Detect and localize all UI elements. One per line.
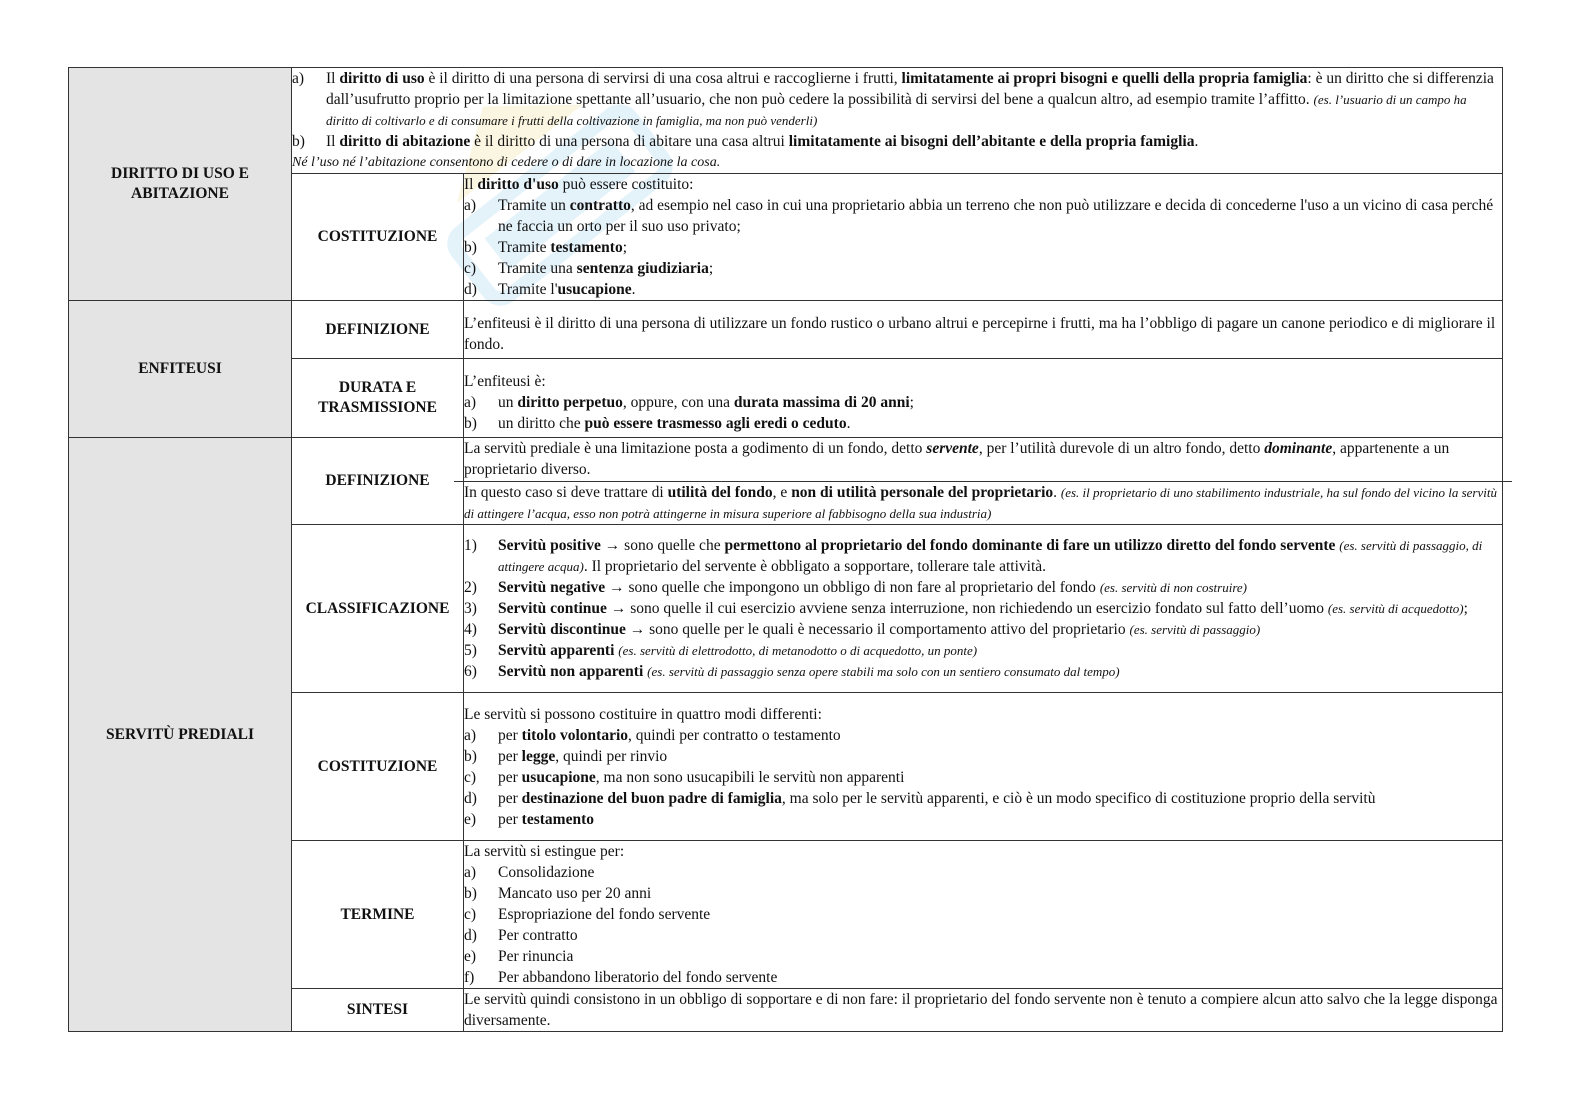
list-item: b) un diritto che può essere trasmesso agli eredi o ceduto. bbox=[464, 414, 851, 432]
enfiteusi-durata-cell: L’enfiteusi è: a) un diritto perpetuo, oppure, con una durata massima di 20 anni; b) un diritto che può essere trasmesso agli eredi o ceduto. bbox=[464, 359, 1503, 438]
list-item: b) Mancato uso per 20 anni bbox=[464, 885, 652, 902]
servitu-costituzione-cell: Le servitù si possono costituire in quattro modi differenti: a) per titolo volontario, quindi per contratto o testamento b) per legge, quindi per rinvio c) per usucapione, ma non sono usucapibili le servitù non apparenti d) per destinazione del buon padre di famiglia, ma solo per le servitù apparenti, e ciò è un modo specifico di costituzione proprio della servitù e) per testamento bbox=[464, 693, 1503, 841]
servitu-definizione-cell: La servitù prediale è una limitazione posta a godimento di un fondo, detto servente, per l’utilità durevole di un altro fondo, detto dominante, appartenente a un proprietario diverso. In questo caso si deve trattare di utilità del fondo, e non di utilità personale del proprietario. (es. il proprietario di uno stabilimento industriale, ha sul fondo del vicino la servitù di attingere l’acqua, esso non potrà attingerne in misura superiore al fabbisogno della sua industria) bbox=[464, 438, 1503, 525]
list-item: 3) Servitù continue → sono quelle il cui esercizio avviene senza interruzione, non richiedendo un esercizio fondato sul fatto dell’uomo (es. servitù di acquedotto); bbox=[464, 600, 1468, 617]
list-item: b) Il diritto di abitazione è il diritto di una persona di abitare una casa altrui limitatamente ai bisogni dell’abitante e della propria famiglia. bbox=[292, 133, 1199, 150]
list-item: 6) Servitù non apparenti (es. servitù di passaggio senza opere stabili ma solo con un sentiero consumato dal tempo) bbox=[464, 663, 1120, 680]
label-definizione-servitu: DEFINIZIONE bbox=[292, 438, 464, 525]
list-item: 2) Servitù negative → sono quelle che impongono un obbligo di non fare al proprietario del fondo (es. servitù di non costruire) bbox=[464, 579, 1248, 596]
section-title-enfiteusi: ENFITEUSI bbox=[69, 301, 292, 438]
label-durata: DURATA E TRASMISSIONE bbox=[292, 359, 464, 438]
list-item: a) per titolo volontario, quindi per contratto o testamento bbox=[464, 726, 841, 744]
list-item: a) Consolidazione bbox=[464, 864, 595, 881]
label-sintesi: SINTESI bbox=[292, 989, 464, 1032]
list-item: 1) Servitù positive → sono quelle che permettono al proprietario del fondo dominante di fare un utilizzo diretto del fondo servente (es. servitù di passaggio, di attingere acqua). Il proprietario del servente è obbligato a sopportare, tollerare tale attività. bbox=[464, 537, 1483, 575]
list-item: f) Per abbandono liberatorio del fondo servente bbox=[464, 969, 778, 986]
list-item: a) Il diritto di uso è il diritto di una persona di servirsi di una cosa altrui e raccoglierne i frutti, limitatamente ai propri bisogni e quelli della propria famiglia: è un diritto che si differenzia dall’usufrutto proprio per la limitazione spettante all’usuario, che non può cedere la possibilità di servirsi del bene a qualcun altro, ad esempio tramite l’affitto. (es. l’usuario di un campo ha diritto di coltivarlo e di consumare i frutti della coltivazione in famiglia, ma non può venderli) bbox=[292, 70, 1494, 128]
section-title-uso: DIRITTO DI USO E ABITAZIONE bbox=[69, 68, 292, 301]
list-item: 5) Servitù apparenti (es. servitù di elettrodotto, di metanodotto o di acquedotto, un ponte) bbox=[464, 642, 978, 659]
enfiteusi-definizione-cell: L’enfiteusi è il diritto di una persona di utilizzare un fondo rustico o urbano altrui e percepirne i frutti, ma ha l’obbligo di pagare un canone periodico e di migliorare il fondo. bbox=[464, 301, 1503, 359]
list-item: e) Per rinuncia bbox=[464, 948, 574, 965]
servitu-termine-cell: La servitù si estingue per: a) Consolidazione b) Mancato uso per 20 anni c) Espropriazione del fondo servente d) Per contratto e) Per rinuncia f) Per abbandono liberatorio del fondo servente bbox=[464, 841, 1503, 989]
list-item: d) per destinazione del buon padre di famiglia, ma solo per le servitù apparenti, e ciò è un modo specifico di costituzione proprio della servitù bbox=[464, 789, 1376, 807]
list-item: d) Tramite l'usucapione. bbox=[464, 281, 636, 298]
list-item: d) Per contratto bbox=[464, 927, 578, 944]
list-item: e) per testamento bbox=[464, 810, 594, 828]
list-item: a) Tramite un contratto, ad esempio nel caso in cui una proprietario abbia un terreno che non può utilizzare e decida di concederne l'uso a un vicino di casa perché ne faccia un orto per il suo uso privato; bbox=[464, 197, 1494, 235]
uso-intro-cell bbox=[292, 68, 1503, 174]
list-item: 4) Servitù discontinue → sono quelle per le quali è necessario il comportamento attivo del proprietario (es. servitù di passaggio) bbox=[464, 621, 1261, 638]
list-item: a) un diritto perpetuo, oppure, con una durata massima di 20 anni; bbox=[464, 393, 914, 411]
servitu-classificazione-cell bbox=[464, 525, 1503, 693]
label-costituzione-uso: COSTITUZIONE bbox=[292, 174, 464, 301]
label-termine: TERMINE bbox=[292, 841, 464, 989]
servitu-definizione-note: In questo caso si deve trattare di utilità del fondo, e non di utilità personale del proprietario. (es. il proprietario di uno stabilimento industriale, ha sul fondo del vicino la servitù di attingere l’acqua, esso non potrà attingerne in misura superiore al fabbisogno della sua industria) bbox=[454, 481, 1512, 524]
label-costituzione-servitu: COSTITUZIONE bbox=[292, 693, 464, 841]
list-item: c) per usucapione, ma non sono usucapibili le servitù non apparenti bbox=[464, 768, 905, 786]
label-classificazione: CLASSIFICAZIONE bbox=[292, 525, 464, 693]
section-title-servitu: SERVITÙ PREDIALI bbox=[69, 438, 292, 1032]
list-item: b) Tramite testamento; bbox=[464, 239, 628, 256]
uso-costituzione-cell: Il diritto d'uso può essere costituito: a) Tramite un contratto, ad esempio nel caso in cui una proprietario abbia un terreno che non può utilizzare e decida di concederne l'uso a un vicino di casa perché ne faccia un orto per il suo uso privato; b) Tramite testamento; c) Tramite una sentenza giudiziaria; d) Tramite l'usucapione. bbox=[464, 174, 1503, 301]
list-item: c) Tramite una sentenza giudiziaria; bbox=[464, 260, 714, 277]
servitu-sintesi-cell: Le servitù quindi consistono in un obbligo di sopportare e di non fare: il proprietario del fondo servente non è tenuto a compiere alcun atto salvo che la legge disponga diversamente. bbox=[464, 989, 1503, 1032]
label-definizione-enfiteusi: DEFINIZIONE bbox=[292, 301, 464, 359]
list-item: b) per legge, quindi per rinvio bbox=[464, 747, 668, 765]
uso-note: Né l’uso né l’abitazione consentono di cedere o di dare in locazione la cosa. bbox=[292, 155, 721, 170]
summary-table bbox=[68, 67, 1503, 1032]
list-item: c) Espropriazione del fondo servente bbox=[464, 906, 711, 923]
